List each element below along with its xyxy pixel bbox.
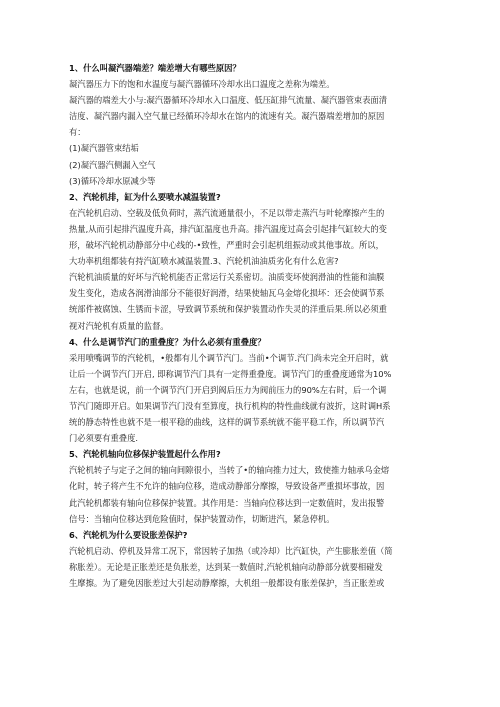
body-text-line: 生摩擦。为了避免因胀差过大引起动静摩擦，大机组一般都设有胀差保护，当正胀差或 [69, 578, 385, 588]
body-text-line: 信号：当轴向位移达到危险值时，保护装置动作，切断进汽，紧急停机。 [69, 513, 335, 524]
body-text-line: 统的静态特性也就不是一根平稳的曲线，这样的调节系统就不能平稳工作，所以调节汽 [69, 417, 385, 428]
body-text-line: 汽轮机启动、停机及异常工况下，常因转子加热（或冷却）比汽缸快，产生膨胀差值（简 [69, 545, 393, 556]
body-text-line: 凝汽器的端差大小与:凝汽器循环冷却水入口温度、低压缸排气流量、凝汽器管束表面清 [69, 95, 388, 106]
body-text-line: 让后一个调节汽门开启, 即称调节汽门具有一定得重叠度。调节汽门的重叠度通常为10% [69, 368, 392, 379]
body-text-line: (3)循环冷却水原减少等 [69, 175, 156, 186]
body-text-line: 凝汽器压力下的饱和水温度与凝汽器循环冷却水出口温度之差称为端差。 [69, 79, 335, 90]
body-text-line: 汽轮机转子与定子之间的轴向间隙很小，当转了•的轴向推力过大，致使推力轴承乌金熔 [69, 465, 390, 476]
body-text-line: 称胀差）。无论是正胀差还是负胀差，达到某一数值时,汽轮机轴向动静部分就要相碰发 [69, 561, 383, 572]
body-text-line: (2)凝汽器汽侧漏入空气 [69, 159, 156, 170]
body-text-line: 发生变化，造成各润滑油部分不能很好润滑，结果使轴瓦乌金熔化损坏：还会使调节系 [69, 288, 385, 299]
body-text-line: 在汽轮机启动、空载及低负荷时，蒸汽流通量很小，不足以带走蒸汽与叶轮摩擦产生的 [69, 207, 385, 218]
body-text-line: 形，破坏汽轮机动静部分中心线的-•致性，严重时会引起机组振动或其他事故。所以， [69, 240, 384, 251]
body-text-line: 左右，也就是说，前一个调节汽门开启到阀后压力为阀前压力的90%左右时，后一个调 [69, 384, 387, 395]
body-text-line: 热量,从而引起排汽温度升高，排汽缸温度也升高。排汽温度过高会引起排气缸较大的变 [69, 223, 387, 234]
section-heading: 2、汽轮机排，缸为什么要喷水减温装置? [69, 191, 221, 202]
body-text-line: 大功率机组都装有持汽缸喷水减温装置.3、汽轮机油油质劣化有什么危害? [69, 256, 339, 267]
body-text-line: 有： [69, 127, 86, 138]
body-text-line: (1)凝汽器管束结垢 [69, 143, 139, 154]
body-text-line: 化时，转子将产生不允许的轴向位移，造成动静部分摩擦，导致设备严重损坏事故，因 [69, 481, 385, 492]
section-heading: 4、什么是调节汽门的重叠度？为什么必须有重叠度？ [69, 336, 266, 347]
body-text-line: 汽轮机油质量的好坏与汽轮机能否正常运行关系密切。油质变坏使润滑油的性能和油膜 [69, 272, 385, 283]
section-heading: 6、汽轮机为什么要设胀差保护? [69, 529, 188, 540]
section-heading: 5、汽轮机轴向位移保护装置起什么作用? [69, 449, 221, 460]
body-text-line: 统部件被腐蚀、生锈而卡涩，导致调节系统和保护装置动作失灵的洋重后果.所以必须重 [69, 304, 387, 315]
body-text-line: 视对汽轮机有质量的监督。 [69, 320, 169, 331]
body-text-line: 洁度、凝汽器内漏入空气量已经循环冷却水在馆内的流速有关。凝汽器端差增加的原因 [69, 111, 385, 122]
body-text-line: 此汽轮机都装有轴向位移保护装置。其作用是：当轴向位移达到一定数值时，发出报警 [69, 497, 385, 508]
document-body [69, 60, 435, 591]
section-heading: 1、什么叫凝汽器端差？端差增大有哪些原因？ [69, 63, 241, 73]
body-text-line: 采用喷嘴调节的汽轮机，•般都有儿个调节汽门。当前•个调节.汽门尚未完全开启时，就 [69, 352, 389, 363]
body-text-line: 门必须要有重叠度. [69, 433, 139, 444]
body-text-line: 节汽门随即开启。如果调节汽门没有至算度，执行机构的特性曲线就有波折，这时调H系 [69, 400, 391, 411]
